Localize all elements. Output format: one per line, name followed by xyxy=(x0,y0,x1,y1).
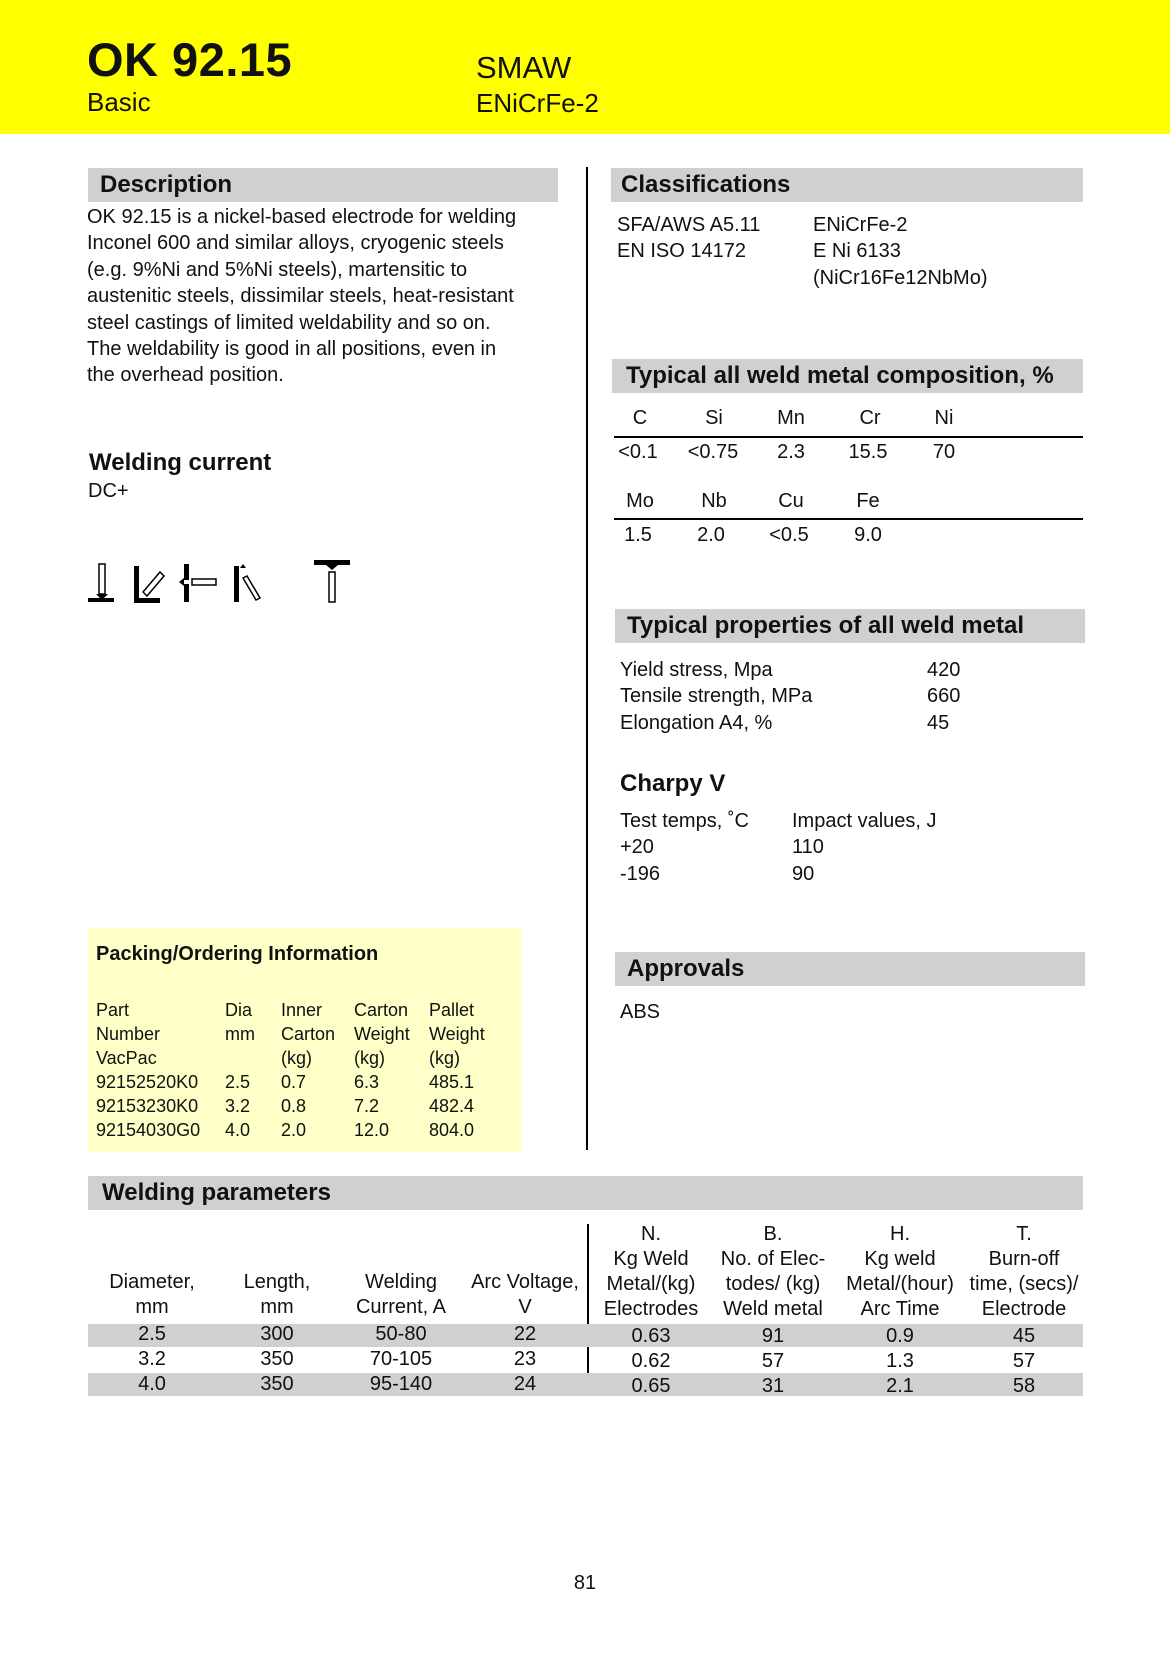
packing-cell: 485.1 xyxy=(429,1072,475,1092)
param-header-line: V xyxy=(518,1296,532,1318)
param-cell: 22 xyxy=(513,1323,537,1345)
param-header xyxy=(712,1222,834,1322)
description-line: steel castings of limited weldability and so on. xyxy=(87,311,491,334)
packing-cell: 0.8 xyxy=(281,1096,307,1116)
property-label: Yield stress, Mpa xyxy=(620,659,773,681)
param-cell: 2.5 xyxy=(138,1323,166,1345)
packing-col-dia xyxy=(225,998,255,1142)
param-header-line: time, (secs)/ xyxy=(969,1273,1079,1295)
param-header-line: Electrodes xyxy=(603,1298,699,1320)
param-cell: 350 xyxy=(260,1348,294,1370)
charpy-heading: Charpy V xyxy=(620,770,726,797)
param-cell: 300 xyxy=(260,1323,294,1345)
description-line: the overhead position. xyxy=(87,364,284,387)
param-cell: 2.1 xyxy=(886,1375,914,1397)
description-text xyxy=(87,204,579,389)
element-value: <0.1 xyxy=(618,441,658,463)
packing-header: Weight xyxy=(354,1024,410,1044)
packing-cell: 2.0 xyxy=(281,1120,307,1140)
packing-header: (kg) xyxy=(281,1048,312,1068)
horizontal-vertical-fillet-icon xyxy=(134,566,164,603)
overhead-position-icon xyxy=(314,560,350,602)
param-cell: 95-140 xyxy=(369,1373,433,1395)
param-header xyxy=(836,1222,964,1322)
composition-rule xyxy=(614,518,1083,520)
element-symbol: C xyxy=(632,407,648,429)
description-line: Inconel 600 and similar alloys, cryogenic steels xyxy=(87,232,504,255)
classification-value: ENiCrFe-2 xyxy=(813,214,908,236)
description-heading: Description xyxy=(88,168,558,202)
param-cell: 50-80 xyxy=(375,1323,427,1345)
composition-rule xyxy=(614,436,1083,438)
property-value: 45 xyxy=(927,711,950,734)
param-header-line: Current, A xyxy=(355,1296,447,1318)
param-header-line: Metal/(kg) xyxy=(606,1273,696,1295)
packing-header: Carton xyxy=(354,1000,409,1020)
packing-cell: 7.2 xyxy=(354,1096,380,1116)
element-symbol: Fe xyxy=(856,490,880,512)
packing-header: VacPac xyxy=(96,1048,157,1068)
param-header xyxy=(92,1270,212,1320)
properties-heading: Typical properties of all weld metal xyxy=(615,609,1085,643)
table-row xyxy=(0,1347,1170,1372)
property-value: 660 xyxy=(927,685,961,708)
element-value: 2.3 xyxy=(777,441,805,463)
packing-cell: 0.7 xyxy=(281,1072,307,1092)
packing-cell: 4.0 xyxy=(225,1120,251,1140)
welding-positions-icons xyxy=(86,558,376,606)
packing-cell: 92153230K0 xyxy=(96,1096,199,1116)
param-cell: 0.63 xyxy=(631,1325,671,1347)
param-cell: 31 xyxy=(761,1375,785,1397)
element-value: <0.75 xyxy=(687,441,739,463)
approvals-value: ABS xyxy=(620,1001,661,1023)
property-label: Elongation A4, % xyxy=(620,711,773,734)
param-header xyxy=(341,1270,461,1320)
packing-header: Weight xyxy=(429,1024,485,1044)
classification-value: (NiCr16Fe12NbMo) xyxy=(813,266,988,289)
packing-col-pallet-weight xyxy=(429,998,485,1142)
classifications-standards xyxy=(617,212,760,265)
param-cell: 0.65 xyxy=(631,1375,671,1397)
description-line: austenitic steels, dissimilar steels, heat-resistant xyxy=(87,285,514,308)
packing-cell: 92152520K0 xyxy=(96,1072,199,1092)
aws-classification: ENiCrFe-2 xyxy=(476,88,599,118)
element-value: 15.5 xyxy=(848,441,888,463)
param-header-line: Welding xyxy=(365,1271,437,1293)
element-symbol: Cu xyxy=(778,490,804,512)
column-divider xyxy=(586,167,588,1150)
param-cell: 57 xyxy=(1012,1350,1036,1372)
table-row xyxy=(0,1372,1170,1397)
classification-standard: SFA/AWS A5.11 xyxy=(617,214,761,236)
param-header xyxy=(463,1270,587,1320)
property-value: 420 xyxy=(927,659,961,681)
param-cell: 0.9 xyxy=(886,1325,914,1347)
packing-header: Inner xyxy=(281,1000,323,1020)
packing-cell: 3.2 xyxy=(225,1096,251,1116)
element-symbol: Ni xyxy=(934,407,954,429)
param-header xyxy=(222,1270,332,1320)
param-cell: 57 xyxy=(761,1350,785,1372)
param-cell: 0.62 xyxy=(631,1350,671,1372)
param-header-line: H. xyxy=(890,1223,910,1245)
element-value: 2.0 xyxy=(697,524,725,546)
property-label: Tensile strength, MPa xyxy=(620,685,813,708)
properties-values xyxy=(927,657,960,736)
vertical-up-position-icon xyxy=(234,564,260,602)
approvals-heading: Approvals xyxy=(615,952,1085,986)
param-cell: 58 xyxy=(1012,1375,1036,1397)
packing-header: Carton xyxy=(281,1024,336,1044)
packing-col-carton-weight xyxy=(354,998,410,1142)
param-header-line: mm xyxy=(260,1296,294,1318)
composition-heading: Typical all weld metal composition, % xyxy=(612,359,1083,393)
param-header-line: Metal/(hour) xyxy=(846,1273,954,1295)
param-header-line: mm xyxy=(135,1296,169,1318)
charpy-impact: 110 xyxy=(792,836,824,859)
element-symbol: Mn xyxy=(777,407,805,429)
element-value: 9.0 xyxy=(854,524,882,546)
packing-col-part xyxy=(96,998,200,1142)
param-header-line: Length, xyxy=(243,1271,311,1293)
packing-cell: 804.0 xyxy=(429,1120,475,1140)
param-header-line: Burn-off xyxy=(988,1248,1060,1270)
welding-current-value: DC+ xyxy=(88,480,129,502)
packing-cell: 6.3 xyxy=(354,1072,380,1092)
flat-position-icon xyxy=(88,564,114,602)
packing-header: Dia xyxy=(225,1000,253,1020)
packing-cell: 92154030G0 xyxy=(96,1120,201,1140)
param-header-line: Weld metal xyxy=(723,1298,823,1320)
packing-header xyxy=(225,1046,255,1070)
param-header-line: Arc Voltage, xyxy=(471,1271,579,1293)
param-cell: 3.2 xyxy=(138,1348,166,1370)
charpy-temp: +20 xyxy=(620,836,654,859)
param-header-line: Arc Time xyxy=(860,1298,940,1320)
charpy-temp: -196 xyxy=(620,862,661,885)
packing-header: Pallet xyxy=(429,1000,475,1020)
charpy-impacts xyxy=(792,808,937,887)
param-header-line: Diameter, xyxy=(109,1271,195,1293)
charpy-temps xyxy=(620,808,749,887)
param-header-line: No. of Elec- xyxy=(720,1248,826,1270)
packing-header: (kg) xyxy=(354,1048,385,1068)
param-cell: 4.0 xyxy=(138,1373,166,1395)
charpy-col-header: Impact values, J xyxy=(792,810,937,832)
element-value: 70 xyxy=(932,441,956,463)
element-symbol: Cr xyxy=(859,407,881,429)
packing-cell: 12.0 xyxy=(354,1120,390,1140)
param-cell: 24 xyxy=(513,1373,537,1395)
element-symbol: Nb xyxy=(701,490,727,512)
packing-cell: 2.5 xyxy=(225,1072,251,1092)
element-value: <0.5 xyxy=(769,524,809,546)
packing-cell: 482.4 xyxy=(429,1096,475,1116)
param-header-line: todes/ (kg) xyxy=(725,1273,821,1295)
param-cell: 70-105 xyxy=(369,1348,433,1370)
param-header-line: Electrode xyxy=(981,1298,1067,1320)
param-header xyxy=(962,1222,1086,1322)
element-value: 1.5 xyxy=(624,524,652,546)
packing-header: Number xyxy=(96,1024,161,1044)
product-name: OK 92.15 xyxy=(87,33,293,86)
param-header-line: Kg weld xyxy=(864,1248,936,1270)
charpy-col-header: Test temps, ˚C xyxy=(620,810,749,832)
param-header-line: N. xyxy=(641,1223,661,1245)
element-symbol: Si xyxy=(705,407,723,429)
description-line: The weldability is good in all positions, even in xyxy=(87,338,497,361)
param-cell: 350 xyxy=(260,1373,294,1395)
packing-header: (kg) xyxy=(429,1048,460,1068)
horizontal-position-icon xyxy=(179,564,216,602)
description-line: OK 92.15 is a nickel-based electrode for welding xyxy=(87,206,517,228)
packing-col-inner-carton xyxy=(281,998,335,1142)
packing-header: Part xyxy=(96,1000,130,1020)
param-header-line: T. xyxy=(1016,1223,1032,1245)
coating-type: Basic xyxy=(87,87,151,117)
packing-table xyxy=(96,998,516,1146)
packing-header: mm xyxy=(225,1024,255,1044)
classifications-values xyxy=(813,212,988,291)
welding-current-heading: Welding current xyxy=(89,449,272,476)
description-line: (e.g. 9%Ni and 5%Ni steels), martensitic to xyxy=(87,258,468,281)
param-cell: 1.3 xyxy=(886,1350,914,1372)
param-header-line: B. xyxy=(763,1223,783,1245)
param-cell: 45 xyxy=(1012,1325,1036,1347)
page-number: 81 xyxy=(573,1572,597,1594)
classification-standard: EN ISO 14172 xyxy=(617,240,746,263)
packing-heading: Packing/Ordering Information xyxy=(96,943,379,965)
param-header-line: Kg Weld xyxy=(613,1248,689,1270)
classification-value: E Ni 6133 xyxy=(813,240,901,263)
param-cell: 91 xyxy=(761,1325,785,1347)
properties-labels xyxy=(620,657,812,736)
param-cell: 23 xyxy=(513,1348,537,1370)
classifications-heading: Classifications xyxy=(611,168,1083,202)
welding-process: SMAW xyxy=(476,50,572,85)
param-header xyxy=(592,1222,710,1322)
element-symbol: Mo xyxy=(626,490,654,512)
charpy-impact: 90 xyxy=(792,862,815,885)
welding-parameters-heading: Welding parameters xyxy=(88,1176,1083,1210)
table-row xyxy=(0,1322,1170,1347)
